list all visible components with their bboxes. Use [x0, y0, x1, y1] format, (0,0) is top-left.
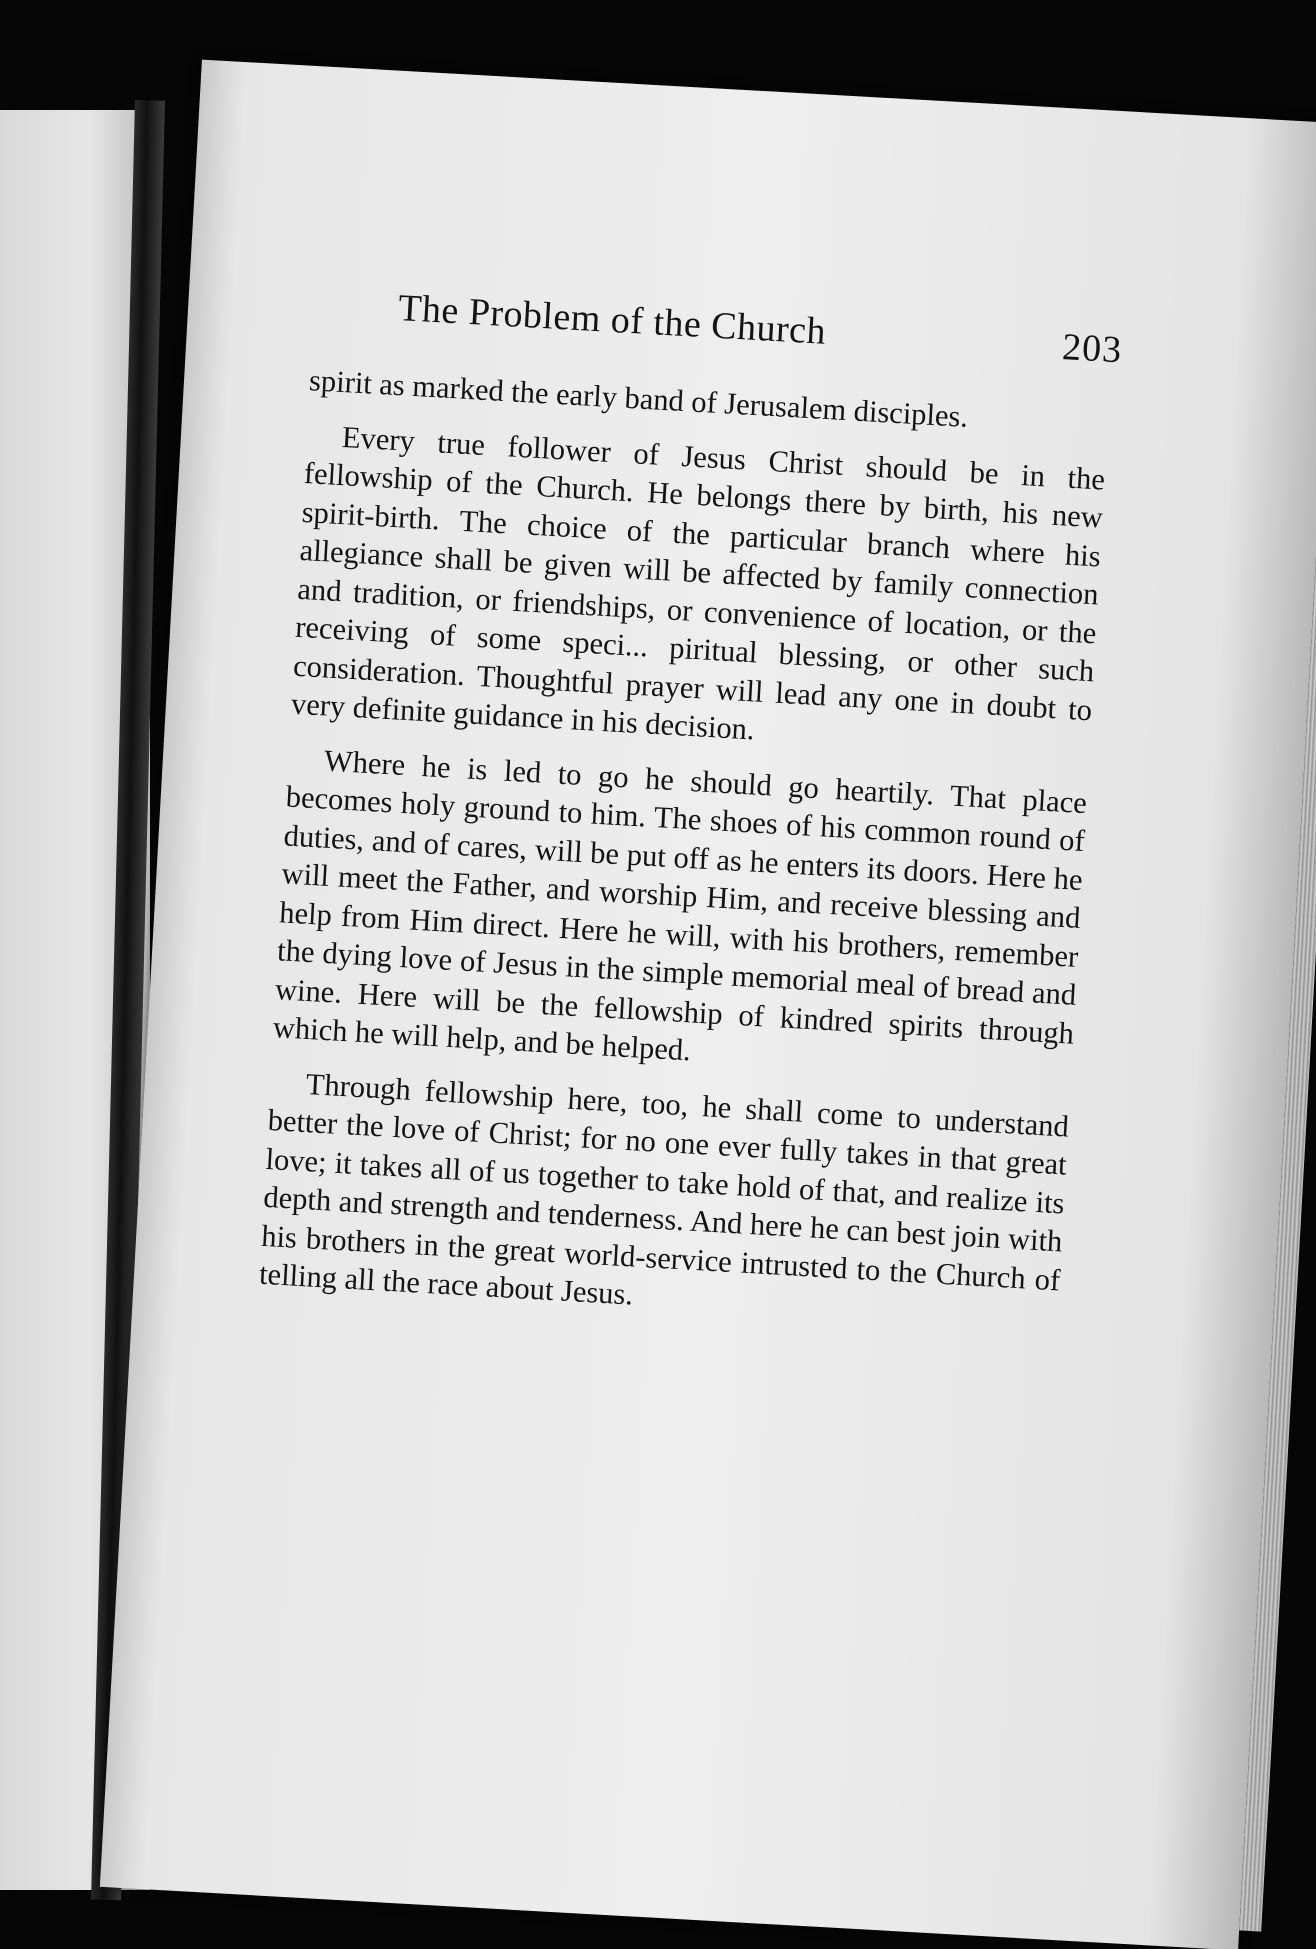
page-number: 203 — [1061, 326, 1124, 372]
paragraph-continuation: spirit as marked the early band of Jerusalem disciples. — [308, 363, 969, 434]
paragraph: Where he is led to go he should go heartily. That place becomes holy ground to him. The shoes of his common round of duties, and of cares, will be put off as he enters its doors. Here he will meet the Father, and worship Him, and receive blessing and help from Him direct. Here he will, with his brothers, remember the dying love of Jesus in the simple memorial meal of bread and wine. Here will be the fellowship of kindred spirits through which he will help, and be helped. — [272, 743, 1088, 1068]
paragraph: Every true follower of Jesus Christ should be in the fellowship of the Church. He belongs there by birth, his new spirit-birth. The choice of the particular branch where his allegiance shall be given will be affected by family connection and tradition, or friendships, or convenience of location, or the receiving of some speci... piritual blessing, or other such consideration. Thoughtful prayer will lead any one in doubt to very definite guidance in his decision. — [290, 419, 1106, 747]
paragraph: Through fellowship here, too, he shall come to understand better the love of Christ; for no one ever fully takes in that great love; it takes all of us together to take hold of that, and realize its depth and strength and tenderness. And here he can best join with his brothers in the great world-service intrusted to the Church of telling all the race about Jesus. — [258, 1066, 1070, 1312]
page-stack-edge — [1239, 143, 1316, 1931]
book-page — [100, 60, 1316, 1949]
running-title: The Problem of the Church — [397, 286, 828, 353]
page-text-block — [257, 281, 1124, 1354]
